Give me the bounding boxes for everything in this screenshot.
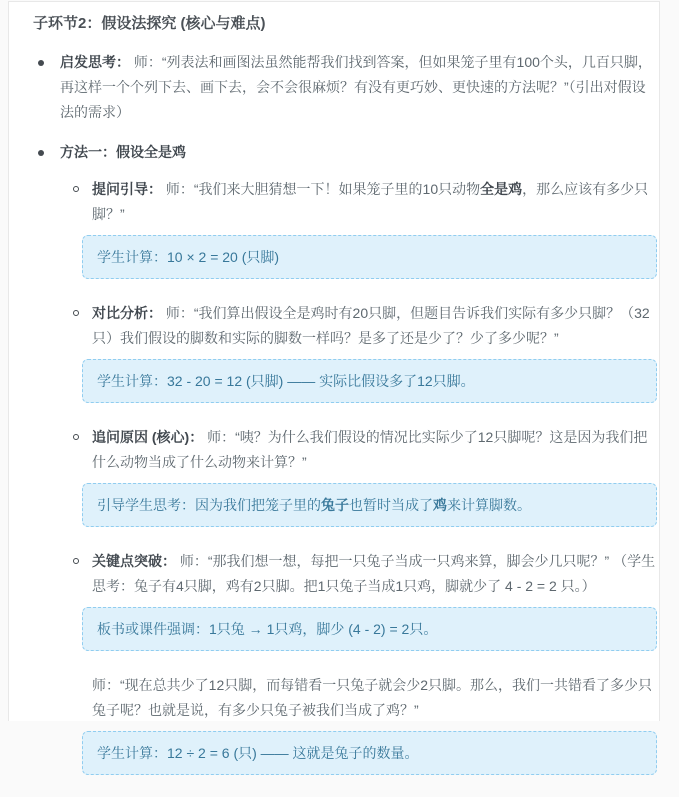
method-heading <box>60 140 657 165</box>
ask-paragraph <box>92 177 657 227</box>
sub-item-why <box>72 425 657 549</box>
compare-paragraph <box>92 301 657 351</box>
why-label: 追问原因 (核心)： <box>92 429 204 445</box>
list-item-inspire <box>33 50 657 125</box>
callout-text: 来计算脚数。 <box>447 497 531 513</box>
callout-text: 学生计算：12 ÷ 2 = 6 (只) —— 这就是兔子的数量。 <box>97 745 419 761</box>
key-paragraph <box>92 549 657 599</box>
bullet-circle-icon <box>73 310 79 316</box>
ask-text-pre: 师：“我们来大胆猜想一下！如果笼子里的10只动物 <box>162 181 481 197</box>
top-level-list <box>33 50 657 797</box>
sub-item-compare <box>72 301 657 425</box>
callout-text: 引导学生思考：因为我们把笼子里的 <box>97 497 321 513</box>
method-label: 方法一：假设全是鸡 <box>60 144 186 160</box>
key-followup-paragraph: 师：“现在总共少了12只脚，而每错看一只兔子就会少2只脚。那么，我们一共错看了多少只兔子呢？也就是说，有多少只兔子被我们当成了鸡？” <box>92 677 653 718</box>
callout-bold-chicken: 鸡 <box>433 497 447 513</box>
bullet-circle-icon <box>73 558 79 564</box>
bullet-circle-icon <box>73 186 79 192</box>
inspire-label: 启发思考： <box>60 54 130 70</box>
sub-item-ask <box>72 177 657 301</box>
callout-bold-rabbit: 兔子 <box>321 497 349 513</box>
callout-box-guide-thinking <box>82 483 657 527</box>
key-text: 师：“那我们想一想，每把一只兔子当成一只鸡来算，脚会少几只呢？” （学生思考：兔子有4只脚，鸡有2只脚。把1只兔子当成1只鸡，脚就少了 4 - 2 = 2 只。） <box>92 553 656 594</box>
why-text: 师：“咦？为什么我们假设的情况比实际少了12只脚呢？这是因为我们把什么动物当成了什么动物来计算？” <box>92 429 648 470</box>
callout-text: 也暂时当成了 <box>349 497 433 513</box>
key-label: 关键点突破： <box>92 553 176 569</box>
callout-box-student-calc-3 <box>82 731 657 775</box>
callout-text: 学生计算：32 - 20 = 12 (只脚) —— 实际比假设多了12只脚。 <box>97 373 475 389</box>
list-item-method <box>33 140 657 797</box>
bullet-circle-icon <box>73 434 79 440</box>
lesson-plan-card <box>8 1 660 761</box>
callout-text: 学生计算：10 × 2 = 20 (只脚) <box>97 249 280 265</box>
callout-box-student-calc-2 <box>82 359 657 403</box>
compare-text: 师：“我们算出假设全是鸡时有20只脚，但题目告诉我们实际有多少只脚？（32只）我们假设的脚数和实际的脚数一样吗？是多了还是少了？少了多少呢？” <box>92 305 650 346</box>
ask-text-bold: 全是鸡 <box>480 181 523 197</box>
inspire-text: 师：“列表法和画图法虽然能帮我们找到答案，但如果笼子里有100个头，几百只脚，再这样一个个列下去、画下去，会不会很麻烦？有没有更巧妙、更快速的方法呢？”（引出对假设法的需求） <box>60 54 652 120</box>
sub-list <box>72 177 657 797</box>
ask-text-post: ，那么应该有多少只脚？” <box>92 181 649 222</box>
page-title: 子环节2：假设法探究 (核心与难点) <box>33 15 266 32</box>
bullet-disc-icon <box>38 150 44 156</box>
why-paragraph <box>92 425 657 475</box>
callout-box-student-calc-1 <box>82 235 657 279</box>
callout-box-board-emphasis <box>82 607 657 651</box>
bullet-disc-icon <box>38 60 44 66</box>
ask-label: 提问引导： <box>92 181 162 197</box>
sub-item-key <box>72 549 657 797</box>
callout-text: 板书或课件强调：1只兔 → 1只鸡，脚少 (4 - 2) = 2只。 <box>97 621 438 637</box>
inspire-paragraph <box>60 50 657 125</box>
compare-label: 对比分析： <box>92 305 162 321</box>
